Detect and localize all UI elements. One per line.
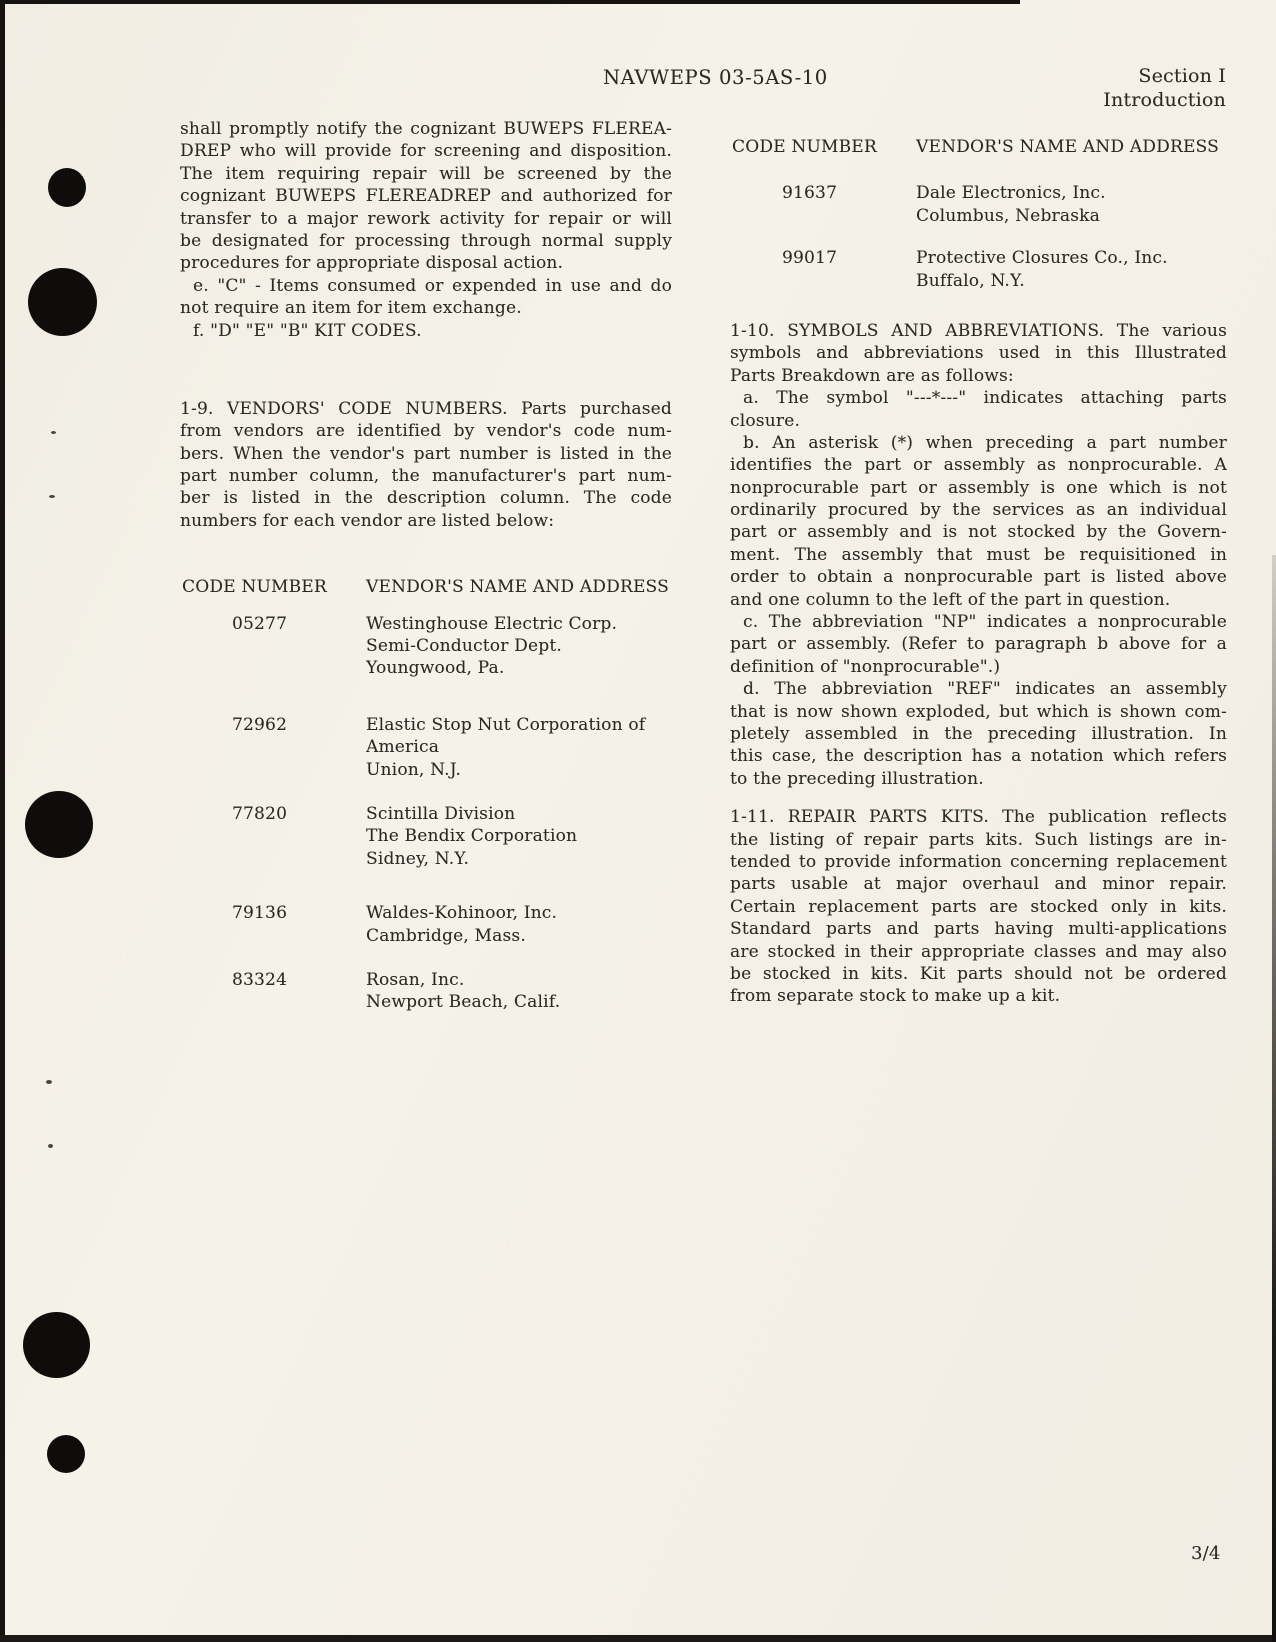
vendor-address-line: Westinghouse Electric Corp. <box>366 613 618 634</box>
vendor-table-header <box>180 576 672 598</box>
text-line: ber is listed in the description column. The code <box>180 488 672 509</box>
text-line: shall promptly notify the cognizant BUWEPS FLEREA- <box>180 119 672 139</box>
text-line: to the preceding illustration. <box>730 768 984 789</box>
text-line: tended to provide information concerning replacement <box>730 851 1227 872</box>
text-line: cognizant BUWEPS FLEREADREP and authorized for <box>180 186 672 207</box>
text-line: c. The abbreviation "NP" indicates a nonprocurable <box>743 612 1227 633</box>
text-line: 1-11. REPAIR PARTS KITS. The publication reflects <box>730 807 1227 828</box>
text-line: numbers for each vendor are listed below: <box>180 510 555 531</box>
vendor-address-line: Semi-Conductor Dept. <box>366 636 562 657</box>
vendor-address-line: Buffalo, N.Y. <box>916 270 1025 291</box>
text-line: The item requiring repair will be screened by the <box>180 163 672 184</box>
section-heading <box>1103 64 1226 112</box>
vendor-row <box>730 247 1227 292</box>
list-item-b <box>730 432 1227 611</box>
vendor-row <box>180 902 672 947</box>
scan-edge-top <box>0 0 1020 4</box>
vendor-address-line: Scintilla Division <box>366 803 516 824</box>
list-item-d <box>730 678 1227 790</box>
vendor-address-line: Youngwood, Pa. <box>366 658 505 679</box>
text-line: procedures for appropriate disposal action. <box>180 253 564 274</box>
text-line: from separate stock to make up a kit. <box>730 986 1061 1007</box>
text-line: Certain replacement parts are stocked only in kits. <box>730 896 1227 917</box>
scan-edge-right <box>1272 555 1276 1642</box>
list-item-e <box>180 275 672 320</box>
vendor-row <box>180 969 672 1014</box>
ink-speck-3 <box>46 1080 52 1084</box>
text-line: from vendors are identified by vendor's code num- <box>180 421 672 442</box>
vendor-code: 99017 <box>782 248 838 269</box>
text-line: are stocked in their appropriate classes and may also <box>730 941 1227 962</box>
vendor-row <box>180 803 672 870</box>
section-label: Section I <box>1138 65 1226 87</box>
binder-dot-4 <box>23 1312 90 1378</box>
vendor-table-left <box>180 576 672 1013</box>
vendor-address-line: Protective Closures Co., Inc. <box>916 248 1168 269</box>
binder-dot-3 <box>25 791 93 858</box>
text-line: Parts Breakdown are as follows: <box>730 365 1014 386</box>
text-line: symbols and abbreviations used in this Illustrated <box>730 343 1227 364</box>
list-item-f <box>180 320 672 342</box>
vendor-address-line: The Bendix Corporation <box>366 826 578 847</box>
vendor-address-line: Cambridge, Mass. <box>366 925 526 946</box>
list-item-a <box>730 387 1227 432</box>
binder-dot-1 <box>48 168 86 207</box>
text-line: part number column, the manufacturer's part num- <box>180 466 672 487</box>
para-1-11-repair-parts-kits <box>730 806 1227 1008</box>
vendor-address-line: Sidney, N.Y. <box>366 848 470 869</box>
text-line: the listing of repair parts kits. Such listings are in- <box>730 829 1227 850</box>
text-line: nonprocurable part or assembly is one which is not <box>730 477 1227 498</box>
vendor-code: 91637 <box>782 183 838 204</box>
scan-edge-bottom <box>0 1635 1276 1642</box>
text-line: part or assembly. (Refer to paragraph b above for a <box>730 634 1227 655</box>
vendor-address-line: Rosan, Inc. <box>366 969 465 990</box>
text-line: Standard parts and parts having multi-applications <box>730 919 1227 940</box>
right-column <box>730 136 1227 1008</box>
scan-edge-left <box>0 0 5 1642</box>
column-header-code: CODE NUMBER <box>182 577 327 598</box>
page-number: 3/4 <box>1191 1543 1221 1564</box>
text-line: d. The abbreviation "REF" indicates an assembly <box>743 679 1227 700</box>
para-supply-continuation <box>180 118 672 275</box>
ink-speck-2 <box>49 495 55 498</box>
text-line: closure. <box>730 410 801 431</box>
vendor-address-line: Newport Beach, Calif. <box>366 992 561 1013</box>
text-line: part or assembly and is not stocked by the Govern- <box>730 522 1227 543</box>
doc-number: NAVWEPS 03-5AS-10 <box>603 66 828 89</box>
text-line: transfer to a major rework activity for repair or will <box>180 208 672 229</box>
column-header-vendor: VENDOR'S NAME AND ADDRESS <box>366 577 669 598</box>
vendor-code: 72962 <box>232 714 288 735</box>
text-line: and one column to the left of the part in question. <box>730 589 1171 610</box>
text-line: e. "C" - Items consumed or expended in use and do <box>193 275 672 296</box>
text-line: 1-9. VENDORS' CODE NUMBERS. Parts purchased <box>180 398 672 419</box>
vendor-code: 05277 <box>232 613 288 634</box>
vendor-code: 83324 <box>232 969 288 990</box>
vendor-address-line: Waldes-Kohinoor, Inc. <box>366 903 558 924</box>
text-line: f. "D" "E" "B" KIT CODES. <box>193 320 422 341</box>
text-line: not require an item for item exchange. <box>180 298 522 319</box>
list-item-c <box>730 611 1227 678</box>
text-line: a. The symbol "---*---" indicates attaching parts <box>743 388 1227 409</box>
text-line: order to obtain a nonprocurable part is listed above <box>730 567 1227 588</box>
vendor-row <box>180 613 672 680</box>
text-line: that is now shown exploded, but which is shown com- <box>730 701 1227 722</box>
vendor-code: 79136 <box>232 903 288 924</box>
vendor-address-line: Dale Electronics, Inc. <box>916 183 1106 204</box>
text-line: identifies the part or assembly as nonprocurable. A <box>730 455 1227 476</box>
column-header-code: CODE NUMBER <box>732 137 877 157</box>
binder-dot-5 <box>47 1435 85 1473</box>
vendor-table-right <box>730 136 1227 292</box>
text-line: parts usable at major overhaul and minor repair. <box>730 874 1227 895</box>
text-line: be stocked in kits. Kit parts should not be ordered <box>730 963 1227 984</box>
vendor-row <box>180 714 672 781</box>
vendor-address-line: Union, N.J. <box>366 759 461 780</box>
text-line: pletely assembled in the preceding illustration. In <box>730 723 1227 744</box>
para-1-10-symbols-abbreviations <box>730 320 1227 387</box>
para-1-9-vendors-code-numbers <box>180 398 672 532</box>
text-line: ment. The assembly that must be requisitioned in <box>730 544 1227 565</box>
text-line: this case, the description has a notation which refers <box>730 746 1227 767</box>
ink-speck-4 <box>48 1144 53 1148</box>
vendor-address-line: Elastic Stop Nut Corporation of <box>366 714 646 735</box>
column-header-vendor: VENDOR'S NAME AND ADDRESS <box>916 137 1219 157</box>
vendor-address-line: Columbus, Nebraska <box>916 205 1100 226</box>
left-column <box>180 118 672 1014</box>
text-line: ordinarily procured by the services as an individual <box>730 500 1227 521</box>
section-sublabel: Introduction <box>1103 89 1226 111</box>
vendor-row <box>730 182 1227 227</box>
text-line: DREP who will provide for screening and disposition. <box>180 141 672 162</box>
vendor-address-line: America <box>366 737 440 758</box>
text-line: 1-10. SYMBOLS AND ABBREVIATIONS. The various <box>730 320 1227 341</box>
ink-speck-1 <box>51 431 56 434</box>
text-line: be designated for processing through normal supply <box>180 230 672 251</box>
text-line: definition of "nonprocurable".) <box>730 656 1001 677</box>
vendor-table-header <box>730 136 1227 158</box>
text-line: bers. When the vendor's part number is listed in the <box>180 443 672 464</box>
text-line: b. An asterisk (*) when preceding a part number <box>743 432 1227 453</box>
binder-dot-2 <box>28 268 97 336</box>
vendor-code: 77820 <box>232 803 288 824</box>
